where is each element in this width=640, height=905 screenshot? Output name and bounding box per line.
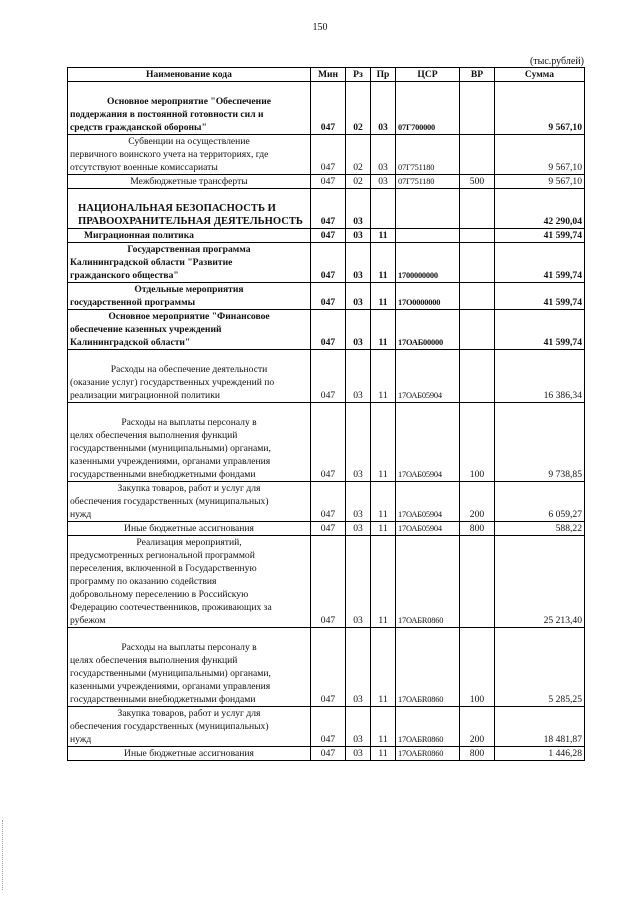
row-sum-cell: 1 446,28 (495, 747, 585, 761)
row-name-line: НАЦИОНАЛЬНАЯ БЕЗОПАСНОСТЬ И (78, 203, 276, 214)
row-pr-cell: 11 (371, 536, 396, 628)
row-name-line: Федерацию соотечественников, проживающих за (70, 602, 272, 613)
row-name-line: реализации миграционной политики (70, 390, 220, 401)
row-rz-cell: 03 (346, 482, 371, 522)
row-pr-cell: 11 (371, 522, 396, 536)
row-name-line: ПРАВООХРАНИТЕЛЬНАЯ ДЕЯТЕЛЬНОСТЬ (78, 216, 303, 227)
row-csr-cell: 17О0000000 (396, 283, 460, 310)
row-min-cell: 047 (311, 82, 346, 135)
row-sum-cell: 9 567,10 (495, 82, 585, 135)
row-name-line: поддержания в постоянной готовности сил и (70, 109, 264, 120)
header-csr: ЦСР (396, 68, 460, 82)
row-vr-cell (460, 82, 495, 135)
row-spacer (70, 628, 308, 641)
row-rz-cell: 03 (346, 707, 371, 747)
table-row (68, 747, 585, 761)
row-min-cell: 047 (311, 747, 346, 761)
header-vr: ВР (460, 68, 495, 82)
row-spacer (70, 189, 308, 202)
row-sum-cell: 25 213,40 (495, 536, 585, 628)
row-name-cell (68, 243, 311, 283)
row-name-line: нужд (70, 734, 92, 745)
row-min-cell: 047 (311, 482, 346, 522)
row-vr-cell: 200 (460, 482, 495, 522)
header-name: Наименование кода (68, 68, 311, 82)
row-name-line: гражданского общества" (70, 270, 179, 281)
row-csr-cell: 07Г700000 (396, 82, 460, 135)
row-rz-cell: 03 (346, 283, 371, 310)
row-name-cell (68, 482, 311, 522)
table-row (68, 229, 585, 243)
row-vr-cell (460, 243, 495, 283)
row-csr-cell: 17ОАБR0860 (396, 707, 460, 747)
row-name-line: Закупка товаров, работ и услуг для (117, 483, 261, 494)
scan-edge-marks (2, 820, 5, 890)
row-name-line: Субвенции на осуществление (128, 136, 250, 147)
page-number: 150 (312, 22, 328, 33)
row-name-cell (68, 135, 311, 175)
row-vr-cell (460, 310, 495, 350)
row-name-line: Основное мероприятие "Финансовое (108, 311, 270, 322)
row-vr-cell: 500 (460, 175, 495, 189)
row-name-cell (68, 82, 311, 135)
row-rz-cell: 03 (346, 536, 371, 628)
row-pr-cell (371, 189, 396, 229)
row-sum-cell: 41 599,74 (495, 243, 585, 283)
row-csr-cell (396, 189, 460, 229)
row-sum-cell: 6 059,27 (495, 482, 585, 522)
row-sum-cell: 9 567,10 (495, 135, 585, 175)
row-csr-cell: 07Г751180 (396, 175, 460, 189)
row-name-line: обеспечения государственных (муниципальных) (70, 496, 269, 507)
table-row (68, 243, 585, 283)
row-name-line: программу по оказанию содействия (70, 576, 217, 587)
row-name-cell (68, 747, 311, 761)
row-name-cell (68, 229, 311, 243)
row-name-line: переселения, включенной в Государственную (70, 563, 257, 574)
row-name-line: Расходы на обеспечение деятельности (110, 364, 268, 375)
table-row (68, 310, 585, 350)
row-name-line: целях обеспечения выполнения функций (70, 655, 238, 666)
row-vr-cell (460, 536, 495, 628)
table-row (68, 82, 585, 135)
table-row (68, 189, 585, 229)
table-row (68, 707, 585, 747)
row-csr-cell: 17ОАБR0860 (396, 747, 460, 761)
row-name-cell (68, 536, 311, 628)
row-pr-cell: 11 (371, 243, 396, 283)
table-row (68, 283, 585, 310)
row-name-line: отсутствуют военные комиссариаты (70, 162, 218, 173)
row-name-cell (68, 707, 311, 747)
row-vr-cell (460, 350, 495, 403)
row-rz-cell: 03 (346, 189, 371, 229)
row-name-cell (68, 310, 311, 350)
row-rz-cell: 03 (346, 747, 371, 761)
table-row (68, 522, 585, 536)
row-name-line: Расходы на выплаты персоналу в (121, 417, 257, 428)
row-rz-cell: 03 (346, 310, 371, 350)
row-pr-cell: 11 (371, 747, 396, 761)
row-csr-cell: 17ОАБ05904 (396, 403, 460, 482)
row-name-line: добровольному переселению в Российскую (70, 589, 249, 600)
row-name-cell (68, 522, 311, 536)
table-row (68, 135, 585, 175)
table-body (68, 82, 585, 761)
row-vr-cell: 100 (460, 403, 495, 482)
row-name-line: Иные бюджетные ассигнования (124, 523, 254, 534)
row-min-cell: 047 (311, 175, 346, 189)
row-pr-cell: 11 (371, 310, 396, 350)
row-min-cell: 047 (311, 310, 346, 350)
row-name-line: Отдельные мероприятия (134, 284, 244, 295)
row-pr-cell: 03 (371, 135, 396, 175)
row-name-line: (оказание услуг) государственных учреждений по (70, 377, 275, 388)
row-vr-cell: 800 (460, 522, 495, 536)
header-sum: Сумма (495, 68, 585, 82)
row-csr-cell: 17ОАБ05904 (396, 482, 460, 522)
row-name-line: государственными внебюджетными фондами (70, 694, 256, 705)
row-sum-cell: 42 290,04 (495, 189, 585, 229)
row-min-cell: 047 (311, 628, 346, 707)
row-sum-cell: 41 599,74 (495, 283, 585, 310)
row-sum-cell: 18 481,87 (495, 707, 585, 747)
row-pr-cell: 11 (371, 707, 396, 747)
row-min-cell: 047 (311, 707, 346, 747)
row-name-line: обеспечение казенных учреждений (70, 324, 222, 335)
row-name-line: рубежом (70, 615, 106, 626)
row-pr-cell: 11 (371, 403, 396, 482)
row-csr-cell: 17ОАБ05904 (396, 350, 460, 403)
row-name-line: Миграционная политика (84, 230, 194, 241)
row-name-line: Калининградской области" (70, 337, 191, 348)
row-pr-cell: 03 (371, 82, 396, 135)
row-rz-cell: 02 (346, 175, 371, 189)
row-sum-cell: 41 599,74 (495, 310, 585, 350)
row-pr-cell: 11 (371, 283, 396, 310)
units-label: (тыс.рублей) (529, 56, 584, 67)
table-row (68, 350, 585, 403)
row-name-line: Межбюджетные трансферты (130, 176, 248, 187)
row-rz-cell: 03 (346, 403, 371, 482)
budget-table (67, 67, 585, 761)
row-csr-cell: 17ОАБR0860 (396, 536, 460, 628)
row-name-line: обеспечения государственных (муниципальных) (70, 721, 269, 732)
row-name-cell (68, 283, 311, 310)
row-rz-cell: 03 (346, 243, 371, 283)
row-sum-cell: 5 285,25 (495, 628, 585, 707)
table-row (68, 175, 585, 189)
row-name-line: государственными внебюджетными фондами (70, 469, 256, 480)
row-rz-cell: 03 (346, 628, 371, 707)
table-row (68, 628, 585, 707)
row-spacer (70, 82, 308, 95)
row-sum-cell: 9 738,85 (495, 403, 585, 482)
table-header-row (68, 68, 585, 82)
row-name-line: Государственная программа (127, 244, 251, 255)
row-name-line: предусмотренных региональной программой (70, 550, 255, 561)
row-name-cell (68, 175, 311, 189)
row-name-line: казенными учреждениями, органами управления (70, 456, 271, 467)
row-csr-cell: 1700000000 (396, 243, 460, 283)
row-csr-cell: 17ОАБ05904 (396, 522, 460, 536)
row-name-line: государственными (муниципальными) органами, (70, 668, 271, 679)
row-rz-cell: 02 (346, 135, 371, 175)
row-name-line: первичного воинского учета на территориях, где (70, 149, 269, 160)
row-name-line: Закупка товаров, работ и услуг для (117, 708, 261, 719)
row-rz-cell: 03 (346, 229, 371, 243)
row-name-line: Расходы на выплаты персоналу в (121, 642, 257, 653)
row-vr-cell (460, 189, 495, 229)
table-row (68, 536, 585, 628)
row-name-line: целях обеспечения выполнения функций (70, 430, 238, 441)
row-pr-cell: 03 (371, 175, 396, 189)
row-name-cell (68, 350, 311, 403)
header-pr: Пр (371, 68, 396, 82)
table-row (68, 403, 585, 482)
row-name-cell (68, 403, 311, 482)
row-spacer (70, 403, 308, 416)
table-row (68, 482, 585, 522)
row-csr-cell: 17ОАБR0860 (396, 628, 460, 707)
row-name-line: государственными (муниципальными) органами, (70, 443, 271, 454)
row-vr-cell: 800 (460, 747, 495, 761)
row-vr-cell: 200 (460, 707, 495, 747)
row-vr-cell (460, 135, 495, 175)
row-name-line: государственной программы (70, 297, 196, 308)
row-name-cell (68, 189, 311, 229)
row-rz-cell: 02 (346, 82, 371, 135)
header-rz: Рз (346, 68, 371, 82)
row-min-cell: 047 (311, 229, 346, 243)
row-vr-cell: 100 (460, 628, 495, 707)
row-csr-cell: 17ОАБ00000 (396, 310, 460, 350)
row-pr-cell: 11 (371, 350, 396, 403)
row-name-line: Основное мероприятие "Обеспечение (107, 96, 271, 107)
row-rz-cell: 03 (346, 522, 371, 536)
row-min-cell: 047 (311, 283, 346, 310)
header-min: Мин (311, 68, 346, 82)
row-name-line: Реализация мероприятий, (136, 537, 242, 548)
row-sum-cell: 9 567,10 (495, 175, 585, 189)
row-sum-cell: 41 599,74 (495, 229, 585, 243)
row-sum-cell: 16 386,34 (495, 350, 585, 403)
row-vr-cell (460, 229, 495, 243)
row-min-cell: 047 (311, 350, 346, 403)
row-spacer (70, 350, 308, 363)
row-vr-cell (460, 283, 495, 310)
row-min-cell: 047 (311, 403, 346, 482)
row-pr-cell: 11 (371, 628, 396, 707)
row-min-cell: 047 (311, 522, 346, 536)
row-rz-cell: 03 (346, 350, 371, 403)
row-name-line: нужд (70, 509, 92, 520)
row-pr-cell: 11 (371, 229, 396, 243)
row-name-line: Калининградской области "Развитие (70, 257, 233, 268)
row-csr-cell (396, 229, 460, 243)
row-sum-cell: 588,22 (495, 522, 585, 536)
row-name-line: средств гражданской обороны" (70, 122, 207, 133)
row-min-cell: 047 (311, 536, 346, 628)
row-min-cell: 047 (311, 243, 346, 283)
row-min-cell: 047 (311, 189, 346, 229)
row-name-cell (68, 628, 311, 707)
row-min-cell: 047 (311, 135, 346, 175)
row-csr-cell: 07Г751180 (396, 135, 460, 175)
row-pr-cell: 11 (371, 482, 396, 522)
row-name-line: казенными учреждениями, органами управления (70, 681, 271, 692)
row-name-line: Иные бюджетные ассигнования (124, 748, 254, 759)
